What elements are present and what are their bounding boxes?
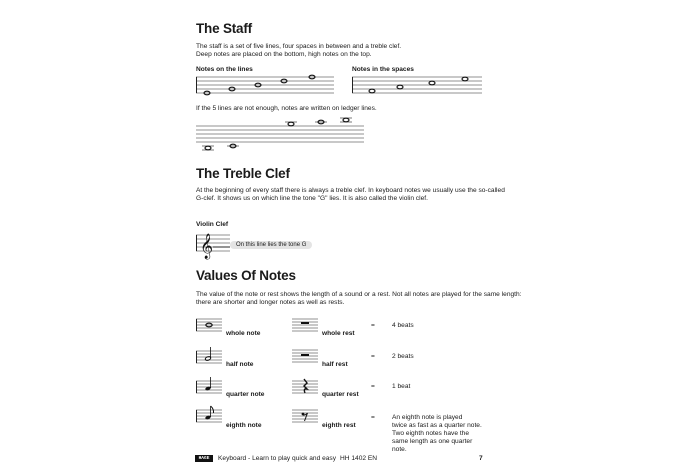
notes-in-spaces-label: Notes in the spaces — [352, 66, 414, 73]
staff-intro-line-2: Deep notes are placed on the bottom, high notes on the top. — [196, 51, 372, 58]
eighth-note-label: eighth note — [226, 422, 262, 429]
quarter-value: 1 beat — [392, 383, 411, 390]
eighth-rest-label: eighth rest — [322, 422, 356, 429]
violin-clef-staff — [196, 230, 230, 258]
values-line-1: The value of the note or rest shows the length of a sound or a rest. Not all notes are played for the same length: — [196, 291, 522, 298]
treble-line-2: G-clef. It shows us on which line the tone "G" lies. It is also called the violin clef. — [196, 195, 428, 202]
publisher-logo: HAGE — [195, 455, 213, 462]
equals-sign: = — [371, 353, 375, 360]
g-line-callout: On this line lies the tone G — [230, 241, 312, 249]
whole-note-label: whole note — [226, 330, 261, 337]
page-number: 7 — [479, 455, 483, 462]
eighth-rest-icon — [292, 405, 318, 425]
half-rest-icon — [292, 349, 318, 365]
quarter-note-icon — [196, 376, 222, 396]
whole-rest-icon — [292, 318, 318, 334]
footer-book-title: Keyboard - Learn to play quick and easy — [218, 455, 337, 462]
treble-line-1: At the beginning of every staff there is always a treble clef. In keyboard notes we usually use the so-called — [196, 187, 505, 194]
eighth-value-line-2: twice as fast as a quarter note. — [392, 422, 482, 429]
half-note-label: half note — [226, 361, 254, 368]
ledger-lines-text: If the 5 lines are not enough, notes are written on ledger lines. — [196, 105, 377, 112]
eighth-value-line-4: same length as one quarter — [392, 438, 473, 445]
whole-value: 4 beats — [392, 322, 414, 329]
staff-lines-notes — [196, 76, 334, 96]
treble-clef-icon: 𝄞 — [200, 234, 214, 259]
eighth-value: An eighth note is played — [392, 414, 463, 421]
quarter-rest-label: quarter rest — [322, 391, 359, 398]
section-title-values: Values Of Notes — [196, 268, 296, 283]
values-line-2: there are shorter and longer notes as well as rests. — [196, 299, 345, 306]
notes-on-lines-label: Notes on the lines — [196, 66, 253, 73]
whole-rest-label: whole rest — [322, 330, 355, 337]
equals-sign: = — [371, 383, 375, 390]
half-rest-label: half rest — [322, 361, 348, 368]
staff-spaces-notes — [352, 76, 482, 96]
half-note-icon — [196, 346, 222, 366]
eighth-value-line-3: Two eighth notes have the — [392, 430, 469, 437]
eighth-note-icon — [196, 405, 222, 425]
quarter-note-label: quarter note — [226, 391, 265, 398]
section-title-treble: The Treble Clef — [196, 166, 290, 181]
staff-ledger-notes — [196, 116, 364, 152]
half-value: 2 beats — [392, 353, 414, 360]
staff-intro-line-1: The staff is a set of five lines, four spaces in between and a treble clef. — [196, 43, 402, 50]
equals-sign: = — [371, 414, 375, 421]
whole-note-icon — [196, 318, 222, 334]
equals-sign: = — [371, 322, 375, 329]
quarter-rest-icon — [292, 376, 318, 396]
section-title-staff: The Staff — [196, 21, 252, 36]
violin-clef-label: Violin Clef — [196, 221, 229, 228]
footer-code: HH 1402 EN — [340, 455, 378, 462]
eighth-value-line-5: note. — [392, 446, 407, 453]
